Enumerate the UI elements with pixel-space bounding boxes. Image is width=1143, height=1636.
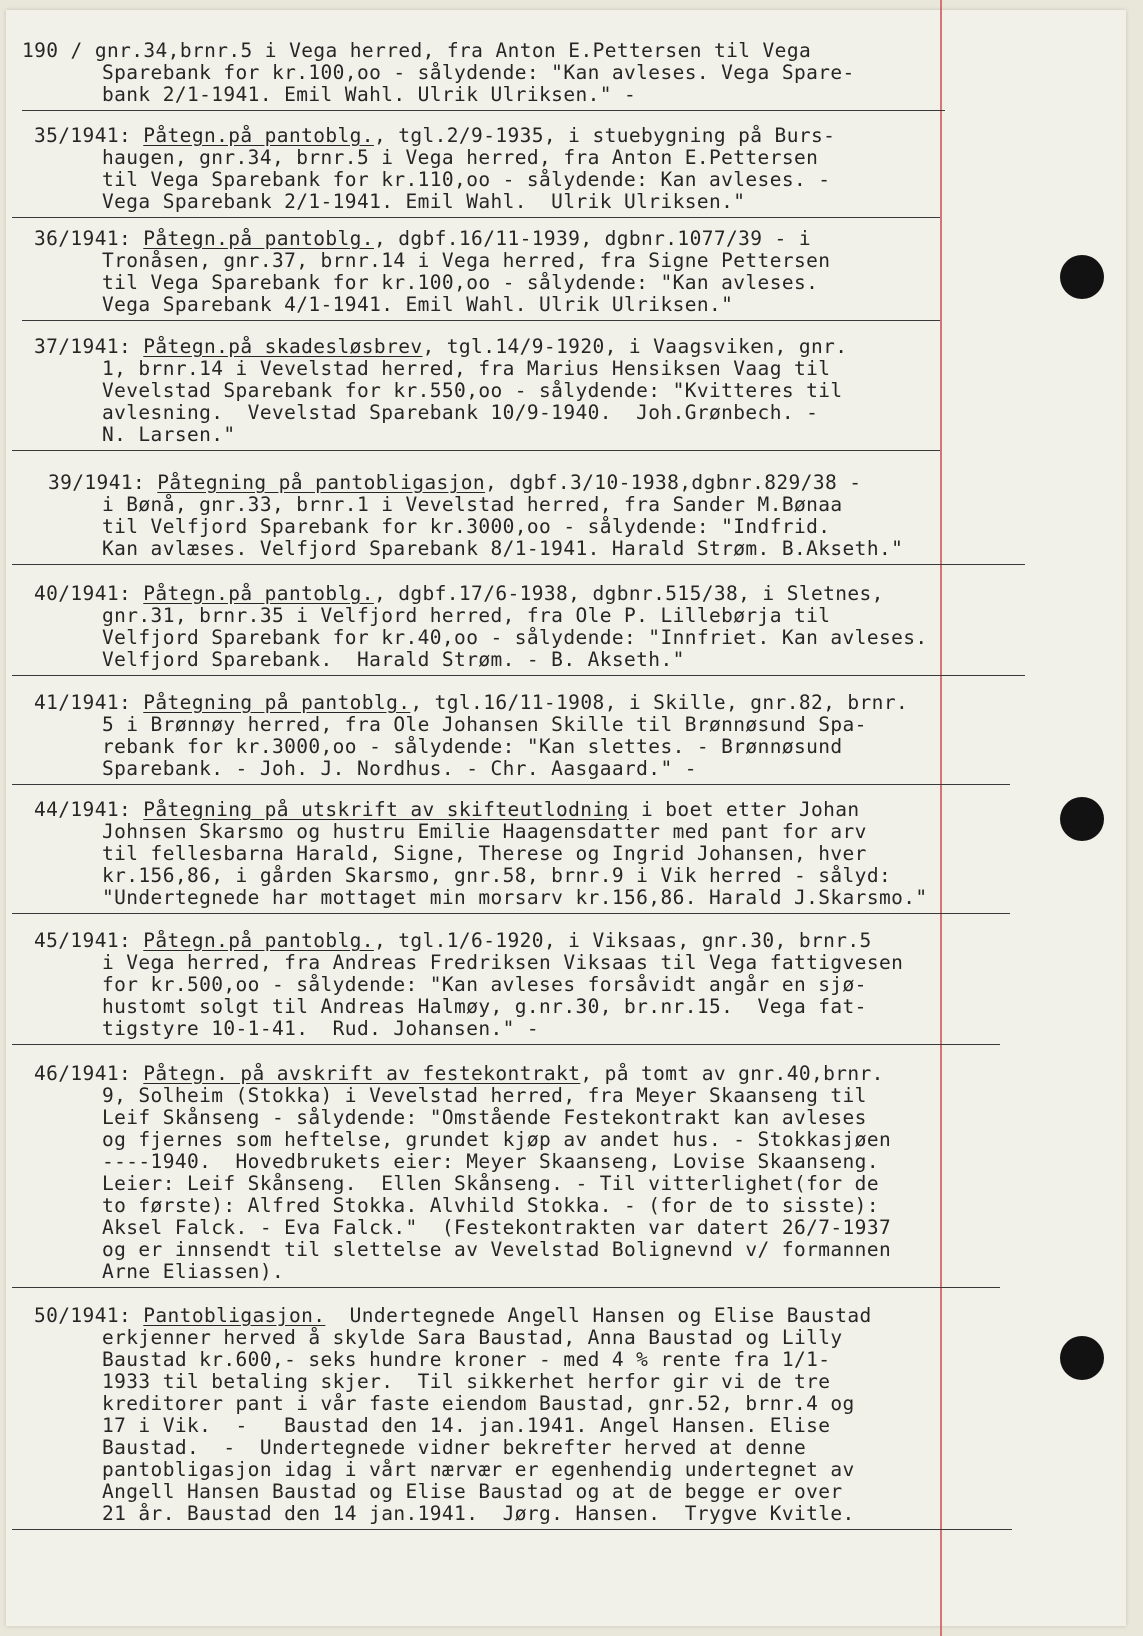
entry-title: Påtegn.på skadesløsbrev: [143, 335, 423, 358]
entry-line: [34, 228, 811, 250]
entry-divider: [12, 450, 940, 451]
entry-line: Velfjord Sparebank for kr.40,oo - sålydende: "Innfriet. Kan avleses.: [102, 626, 928, 649]
entry-line: hustomt solgt til Andreas Halmøy, g.nr.30, br.nr.15. Vega fat-: [102, 995, 867, 1018]
entry-line: [48, 472, 861, 494]
entry-line: [34, 692, 908, 714]
entry-line: Vega Sparebank 2/1-1941. Emil Wahl. Ulrik Ulriksen.": [102, 190, 746, 213]
entry-text: Undertegnede Angell Hansen og Elise Baustad: [325, 1304, 872, 1327]
entry-line: og er innsendt til slettelse av Vevelstad Bolignevnd v/ formannen: [102, 1238, 892, 1261]
entry-line: Vega Sparebank 4/1-1941. Emil Wahl. Ulrik Ulriksen.": [102, 293, 734, 316]
entry-text: , tgl.14/9-1920, i Vaagsviken, gnr.: [422, 335, 848, 358]
entry-line: til fellesbarna Harald, Signe, Therese og Ingrid Johansen, hver: [102, 842, 867, 865]
entry-line: [34, 1305, 872, 1327]
punch-hole: [1060, 255, 1104, 299]
entry-line: [34, 125, 835, 147]
entry-divider: [12, 913, 1010, 914]
punch-hole: [1060, 797, 1104, 841]
entry-line: bank 2/1-1941. Emil Wahl. Ulrik Ulriksen." -: [102, 83, 637, 106]
entry-line: ----1940. Hovedbrukets eier: Meyer Skaanseng, Lovise Skaanseng.: [102, 1150, 879, 1173]
entry-line: 17 i Vik. - Baustad den 14. jan.1941. Angel Hansen. Elise: [102, 1414, 831, 1437]
entry-line: [34, 1063, 884, 1085]
entry-text: , dgbf.17/6-1938, dgbnr.515/38, i Sletnes,: [373, 582, 884, 605]
entry-divider: [12, 564, 1025, 565]
punch-hole: [1060, 1336, 1104, 1380]
entry-line: Velfjord Sparebank. Harald Strøm. - B. Akseth.": [102, 648, 685, 671]
entry-line: Tronåsen, gnr.37, brnr.14 i Vega herred, fra Signe Pettersen: [102, 249, 831, 272]
entry-divider: [22, 320, 940, 321]
entry-line: erkjenner herved å skylde Sara Baustad, Anna Baustad og Lilly: [102, 1326, 843, 1349]
entry-line: Aksel Falck. - Eva Falck." (Festekontrakten var datert 26/7-1937: [102, 1216, 892, 1239]
entry-number: 39/1941:: [48, 471, 158, 494]
entry-title: Påtegning på pantoblg.: [143, 691, 411, 714]
entry-text: , på tomt av gnr.40,brnr.: [580, 1062, 884, 1085]
entry-divider: [12, 675, 1025, 676]
entry-line: gnr.31, brnr.35 i Velfjord herred, fra Ole P. Lillebørja til: [102, 604, 831, 627]
entry-line: Sparebank for kr.100,oo - sålydende: "Kan avleses. Vega Spare-: [102, 61, 855, 84]
entry-line: Vevelstad Sparebank for kr.550,oo - sålydende: "Kvitteres til: [102, 379, 843, 402]
entry-number: 46/1941:: [34, 1062, 144, 1085]
margin-line: [940, 0, 942, 1636]
entry-divider: [12, 784, 1010, 785]
entry-line: Kan avlæses. Velfjord Sparebank 8/1-1941. Harald Strøm. B.Akseth.": [102, 537, 904, 560]
entry-divider: [22, 110, 945, 111]
entry-line: [22, 40, 811, 62]
entry-number: 40/1941:: [34, 582, 144, 605]
entry-title: Påtegn.på pantoblg.: [143, 124, 374, 147]
entry-line: Johnsen Skarsmo og hustru Emilie Haagensdatter med pant for arv: [102, 820, 867, 843]
entry-line: 1, brnr.14 i Vevelstad herred, fra Marius Hensiksen Vaag til: [102, 357, 831, 380]
entry-title: Påtegn. på avskrift av festekontrakt: [143, 1062, 581, 1085]
entry-text: gnr.34,brnr.5 i Vega herred, fra Anton E.Pettersen til Vega: [94, 39, 812, 62]
entry-line: pantobligasjon idag i vårt nærvær er egenhendig undertegnet av: [102, 1458, 855, 1481]
entry-divider: [12, 1529, 1012, 1530]
entry-divider: [12, 1287, 1000, 1288]
entry-divider: [12, 1044, 1000, 1045]
entry-title: Pantobligasjon.: [143, 1304, 326, 1327]
entry-number: 37/1941:: [34, 335, 144, 358]
entry-number: 44/1941:: [34, 798, 144, 821]
entry-line: Baustad kr.600,- seks hundre kroner - med 4 % rente fra 1/1-: [102, 1348, 831, 1371]
entry-text: , tgl.1/6-1920, i Viksaas, gnr.30, brnr.5: [373, 929, 872, 952]
entry-line: kr.156,86, i gården Skarsmo, gnr.58, brnr.9 i Vik herred - sålyd:: [102, 864, 892, 887]
entry-line: [34, 583, 884, 605]
entry-line: og fjernes som heftelse, grundet kjøp av andet hus. - Stokkasjøen: [102, 1128, 892, 1151]
entry-line: "Undertegnede har mottaget min morsarv kr.156,86. Harald J.Skarsmo.": [102, 886, 928, 909]
entry-number: 45/1941:: [34, 929, 144, 952]
entry-line: til Vega Sparebank for kr.100,oo - sålydende: "Kan avleses.: [102, 271, 819, 294]
entry-line: til Velfjord Sparebank for kr.3000,oo - sålydende: "Indfrid.: [102, 515, 831, 538]
entry-line: kreditorer pant i vår faste eiendom Baustad, gnr.52, brnr.4 og: [102, 1392, 855, 1415]
entry-number: 50/1941:: [34, 1304, 144, 1327]
entry-title: Påtegn.på pantoblg.: [143, 227, 374, 250]
entry-title: Påtegn.på pantoblg.: [143, 582, 374, 605]
entry-text: , tgl.16/11-1908, i Skille, gnr.82, brnr.: [410, 691, 909, 714]
entry-line: [34, 799, 860, 821]
entry-line: 9, Solheim (Stokka) i Vevelstad herred, fra Meyer Skaanseng til: [102, 1084, 867, 1107]
entry-number: 190 /: [22, 39, 95, 62]
entry-line: N. Larsen.": [102, 423, 236, 446]
entry-line: 21 år. Baustad den 14 jan.1941. Jørg. Hansen. Trygve Kvitle.: [102, 1502, 855, 1525]
entry-text: , dgbf.3/10-1938,dgbnr.829/38 -: [485, 471, 862, 494]
entry-text: , dgbf.16/11-1939, dgbnr.1077/39 - i: [373, 227, 811, 250]
entry-line: haugen, gnr.34, brnr.5 i Vega herred, fra Anton E.Pettersen: [102, 146, 819, 169]
entry-text: i boet etter Johan: [628, 798, 860, 821]
entry-line: avlesning. Vevelstad Sparebank 10/9-1940. Joh.Grønbech. -: [102, 401, 819, 424]
entry-line: Baustad. - Undertegnede vidner bekrefter herved at denne: [102, 1436, 807, 1459]
entry-line: Leif Skånseng - sålydende: "Omstående Festekontrakt kan avleses: [102, 1106, 867, 1129]
entry-line: Arne Eliassen).: [102, 1260, 285, 1283]
entry-title: Påtegn.på pantoblg.: [143, 929, 374, 952]
entry-number: 41/1941:: [34, 691, 144, 714]
entry-line: [34, 930, 872, 952]
entry-number: 35/1941:: [34, 124, 144, 147]
entry-line: rebank for kr.3000,oo - sålydende: "Kan slettes. - Brønnøsund: [102, 735, 843, 758]
entry-line: i Bønå, gnr.33, brnr.1 i Vevelstad herred, fra Sander M.Bønaa: [102, 493, 843, 516]
entry-line: Angell Hansen Baustad og Elise Baustad og at de begge er over: [102, 1480, 843, 1503]
entry-line: tigstyre 10-1-41. Rud. Johansen." -: [102, 1017, 540, 1040]
entry-line: for kr.500,oo - sålydende: "Kan avleses forsåvidt angår en sjø-: [102, 973, 867, 996]
entry-line: Sparebank. - Joh. J. Nordhus. - Chr. Aasgaard." -: [102, 757, 697, 780]
entry-line: Leier: Leif Skånseng. Ellen Skånseng. - Til vitterlighet(for de: [102, 1172, 879, 1195]
entry-title: Påtegning på utskrift av skifteutlodning: [143, 798, 629, 821]
entry-divider: [12, 217, 940, 218]
entry-line: til Vega Sparebank for kr.110,oo - sålydende: Kan avleses. -: [102, 168, 831, 191]
entry-line: 1933 til betaling skjer. Til sikkerhet herfor gir vi de tre: [102, 1370, 831, 1393]
entry-line: to første): Alfred Stokka. Alvhild Stokka. - (for de to sisste):: [102, 1194, 879, 1217]
entry-line: 5 i Brønnøy herred, fra Ole Johansen Skille til Brønnøsund Spa-: [102, 713, 867, 736]
entry-number: 36/1941:: [34, 227, 144, 250]
entry-text: , tgl.2/9-1935, i stuebygning på Burs-: [373, 124, 836, 147]
entry-line: i Vega herred, fra Andreas Fredriksen Viksaas til Vega fattigvesen: [102, 951, 904, 974]
entry-line: [34, 336, 847, 358]
entry-title: Påtegning på pantobligasjon: [157, 471, 486, 494]
